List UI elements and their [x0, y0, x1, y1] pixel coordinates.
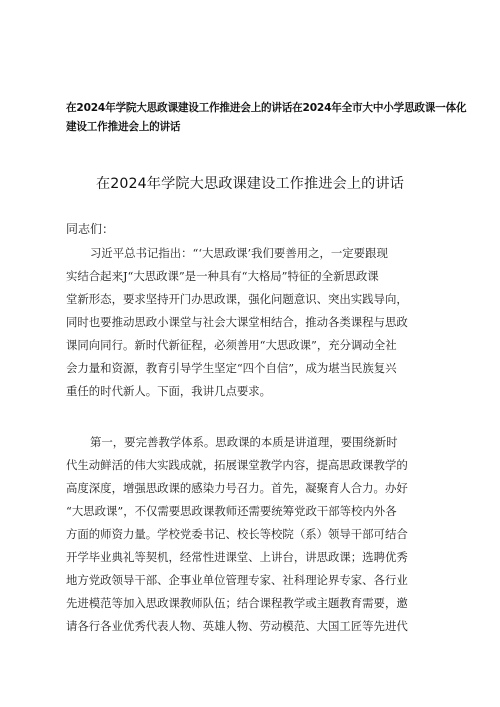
paragraph: [66, 431, 436, 638]
header-line: 在2024年学院大思政课建设工作推进会上的讲话在2024年全市大中小学思政课一体化: [66, 102, 467, 114]
header-line: 建设工作推进会上的讲话: [66, 121, 181, 133]
paragraph-line: 开学毕业典礼等契机，经常性进课堂、上讲台，讲思政课；选聘优秀: [66, 550, 408, 564]
paragraph-line: 会力量和资源，教育引导学生坚定“四个自信”，成为堪当民族复兴: [66, 361, 397, 375]
paragraph-line: 课同向同行。新时代新征程，必须善用“大思政课”，充分调动全社: [66, 338, 397, 352]
paragraph-line: 高度深度，增强思政课的感染力号召力。首先，凝聚育人合力。办好: [66, 481, 408, 495]
paragraph-line: 堂新形态，要求坚持开门办思政课，强化问题意识、突出实践导向，: [66, 292, 408, 306]
document-header: [66, 99, 467, 137]
paragraph-line: 请各行各业优秀代表人物、英雄人物、劳动模范、大国工匠等先进代: [66, 619, 408, 633]
paragraph-line: 代生动鲜活的伟大实践成就，拓展课堂教学内容，提高思政课教学的: [66, 458, 408, 472]
paragraph-line: 第一，要完善教学体系。思政课的本质是讲道理，要围绕新时: [90, 435, 398, 449]
paragraph-line: 习近平总书记指出：“‘大思政课’我们要善用之，一定要跟现: [90, 246, 388, 260]
paragraph: [66, 242, 436, 403]
paragraph-line: 重任的时代新人。下面，我讲几点要求。: [66, 384, 272, 398]
paragraph-line: 同时也要推动思政小课堂与社会大课堂相结合，推动各类课程与思政: [66, 315, 408, 329]
paragraph-line: “大思政课”，不仅需要思政课教师还需要统筹党政干部等校内外各: [66, 504, 397, 518]
paragraph-line: 先进模范等加入思政课教师队伍；结合课程教学或主题教育需要，邀: [66, 596, 408, 610]
salutation: 同志们：: [66, 222, 115, 236]
paragraph-line: 地方党政领导干部、企事业单位管理专家、社科理论界专家、各行业: [66, 573, 408, 587]
paragraph-line: 方面的师资力量。学校党委书记、校长等校院（系）领导干部可结合: [66, 527, 408, 541]
paragraph-line: 实结合起来J“大思政课”是一种具有“大格局”特征的全新思政课: [66, 269, 379, 283]
speech-title: 在2024年学院大思政课建设工作推进会上的讲话: [96, 176, 404, 192]
